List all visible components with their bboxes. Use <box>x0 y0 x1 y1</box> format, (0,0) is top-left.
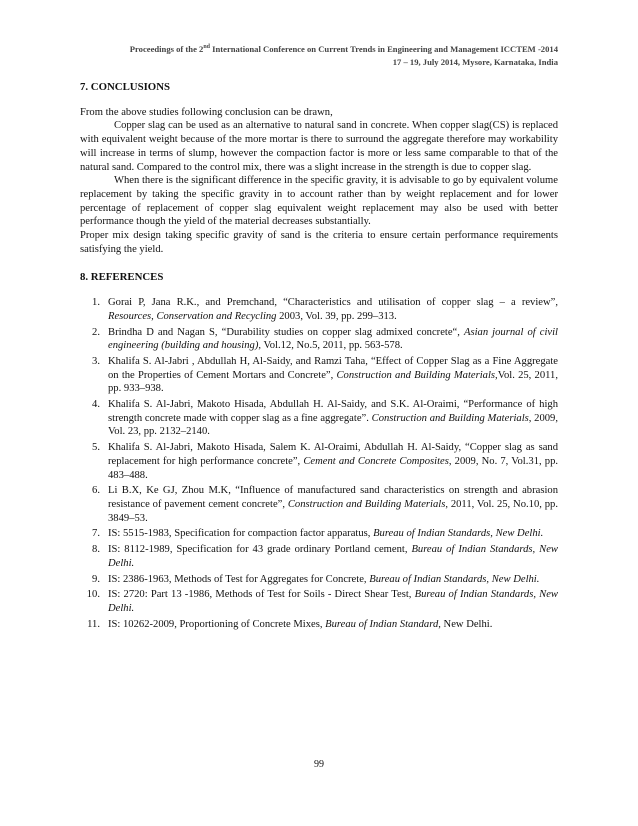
reference-text-part: Gorai P, Jana R.K., and Premchand, “Characteristics and utilisation of copper slag – a review”, <box>108 297 558 309</box>
reference-text-part: , 2009, No. 7, Vol.31, pp. 483–488. <box>108 455 559 481</box>
reference-source: Bureau of Indian Standards, New Delhi. <box>108 589 558 614</box>
conclusions-paragraph-1: Copper slag can be used as an alternative to natural sand in concrete. When copper slag(CS) is replaced with equivalent weight because of the more mortar is there to surround the aggregate therefore may workability will increase in terms of slump, however the compaction factor is more or less same comparable to that of the natural sand. Compared to the control mix, there was a slight increase in the strength is due to copper slag. <box>80 120 558 173</box>
running-header <box>78 43 558 68</box>
reference-text-part: IS: 2386-1963, Methods of Test for Aggregates for Concrete, <box>108 573 370 585</box>
reference-item <box>80 441 558 482</box>
conclusions-intro: From the above studies following conclusion can be drawn, <box>80 106 333 118</box>
reference-source: Bureau of Indian Standards, New Delhi. <box>108 544 558 569</box>
reference-number: 2. <box>92 326 100 338</box>
conclusions-heading: 7. CONCLUSIONS <box>80 81 170 93</box>
reference-source: Bureau of Indian Standards, New Delhi. <box>373 528 544 540</box>
reference-item <box>80 355 558 396</box>
reference-text <box>108 326 558 353</box>
reference-number: 10. <box>86 589 100 601</box>
header-line-2: 17 – 19, July 2014, Mysore, Karnataka, India <box>392 56 558 67</box>
reference-number: 3. <box>92 355 100 367</box>
reference-number: 9. <box>92 573 100 585</box>
reference-text-part: IS: 2720: Part 13 -1986, Methods of Test for Soils - Direct Shear Test, <box>108 589 415 601</box>
reference-text <box>108 618 558 632</box>
conclusions-paragraph-3: Proper mix design taking specific gravity of sand is the criteria to ensure certain performance requirements satisfying the yield. <box>80 230 558 255</box>
conclusions-paragraph-2: When there is the significant difference in the specific gravity, it is advisable to go by equivalent volume replacement by taking the specific gravity in to account rather than by weight replacement and for lower percentage of replacement of copper slag equivalent weight replacement may also be used with better performance though the yield of the material decreases substantially. <box>80 175 558 228</box>
reference-text <box>108 527 558 541</box>
reference-text-part: 2003, Vol. 39, pp. 299–313. <box>276 310 397 322</box>
reference-text <box>108 398 558 439</box>
page-number: 99 <box>314 759 324 770</box>
reference-source: Cement and Concrete Composites <box>303 455 449 467</box>
reference-source: Bureau of Indian Standard <box>325 618 439 630</box>
reference-text <box>108 355 558 396</box>
reference-number: 8. <box>92 544 100 556</box>
reference-item <box>80 398 558 439</box>
reference-source: Resources, Conservation and Recycling <box>108 310 277 322</box>
reference-text <box>108 296 558 323</box>
reference-source: Construction and Building Materials, <box>336 369 498 381</box>
reference-text-part: Vol.12, No.5, 2011, pp. 563-578. <box>261 340 403 352</box>
reference-text-part: Vol. 25, 2011, pp. 933–938. <box>108 369 558 395</box>
reference-text-part: , 2011, Vol. 25, No.10, pp. 3849–53. <box>108 498 558 524</box>
reference-source: Bureau of Indian Standards, New Delhi. <box>369 573 540 585</box>
header-text: International Conference on Current Trends in Engineering and Management ICCTEM -2014 <box>210 44 558 54</box>
reference-text <box>108 573 558 587</box>
reference-number: 5. <box>92 442 100 454</box>
header-superscript: nd <box>203 44 211 51</box>
reference-text-part: Brindha D and Nagan S, “Durability studies on copper slag admixed concrete“, <box>108 326 464 338</box>
reference-item <box>80 484 558 525</box>
reference-number: 7. <box>92 528 100 540</box>
reference-item <box>80 296 558 323</box>
reference-item <box>80 543 558 570</box>
reference-number: 4. <box>92 399 100 411</box>
reference-number: 11. <box>87 618 100 630</box>
reference-text <box>108 588 558 615</box>
reference-text <box>108 441 558 482</box>
reference-text <box>108 484 558 525</box>
reference-source: Construction and Building Materials <box>287 498 446 510</box>
reference-item <box>80 326 558 353</box>
references-list <box>80 296 558 631</box>
reference-text-part: IS: 5515-1983, Specification for compaction factor apparatus, <box>108 528 374 540</box>
references-heading: 8. REFERENCES <box>80 271 164 284</box>
header-line-1 <box>78 43 558 56</box>
reference-text-part: Khalifa S. Al-Jabri, Makoto Hisada, Abdullah H. Al-Saidy, and S.K. Al-Oraimi, “Performance of high strength concrete made with copper slag as a fine aggregate”. <box>108 399 558 424</box>
reference-text <box>108 543 558 570</box>
reference-text-part: IS: 10262-2009, Proportioning of Concrete Mixes, <box>108 618 326 630</box>
reference-text-part: Li B.X, Ke GJ, Zhou M.K, “Influence of manufactured sand characteristics on strength and abrasion resistance of pavement cement concrete”, <box>108 485 558 510</box>
reference-source: Asian journal of civil engineering (building and housing), <box>108 326 559 352</box>
reference-item <box>80 573 558 587</box>
reference-item <box>80 588 558 615</box>
reference-text-part: Khalifa S. Al-Jabri, Makoto Hisada, Salem K. Al-Oraimi, Abdullah H. Al-Saidy, “Copper slag as sand replacement for high performance concrete”, <box>108 442 558 467</box>
reference-text-part: , New Delhi. <box>438 618 493 630</box>
reference-text-part: IS: 8112-1989, Specification for 43 grade ordinary Portland cement, <box>108 544 412 556</box>
reference-number: 6. <box>92 485 100 497</box>
reference-item <box>80 527 558 541</box>
reference-source: Construction and Building Materials <box>371 412 529 424</box>
reference-number: 1. <box>92 297 100 309</box>
header-text: Proceedings of the 2 <box>129 44 204 54</box>
reference-text-part: , 2009, Vol. 23, pp. 2132–2140. <box>108 412 558 438</box>
reference-text-part: Khalifa S. Al-Jabri , Abdullah H, Al-Saidy, and Ramzi Taha, “Effect of Copper Slag as a Fine Aggregate on the Properties of Cement Mortars and Concrete”, <box>108 355 558 381</box>
main-content <box>80 81 558 633</box>
reference-item <box>80 618 558 632</box>
